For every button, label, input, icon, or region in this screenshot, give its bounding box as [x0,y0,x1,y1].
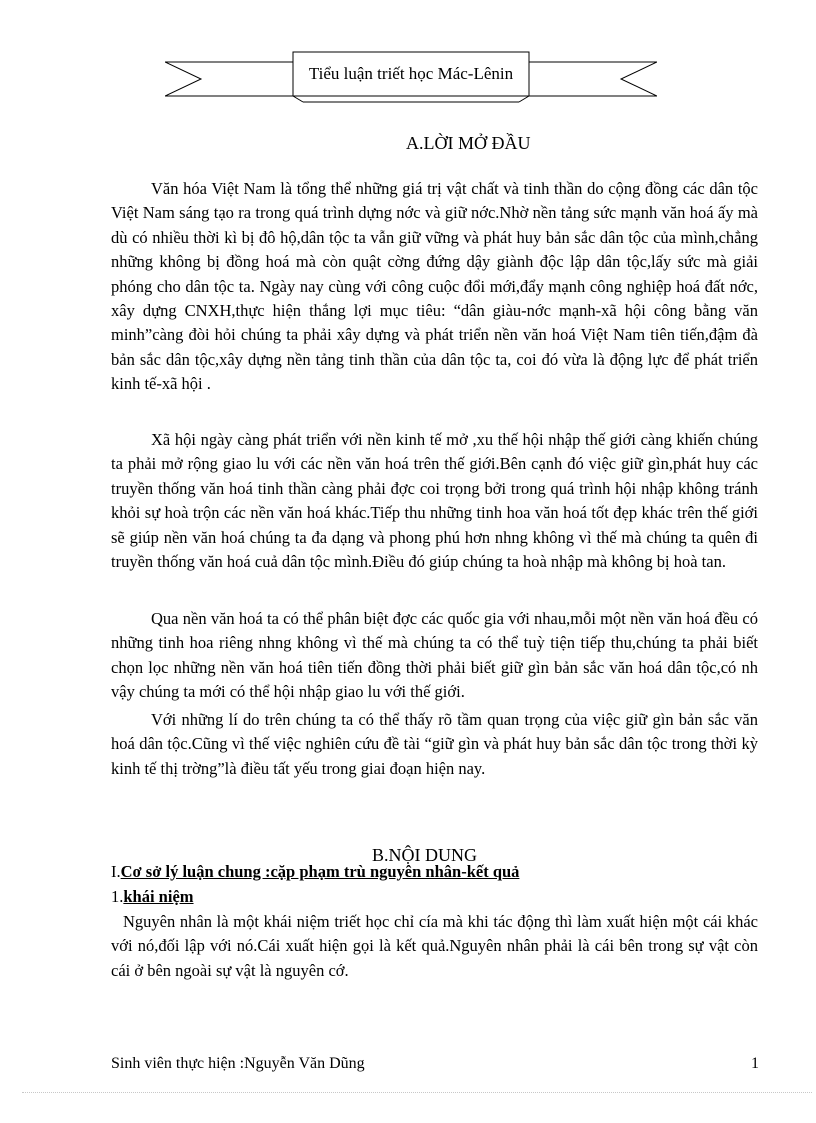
intro-paragraph: Xã hội ngày càng phát triển với nền kinh tế mở ,xu thế hội nhập thế giới càng khiến chúng ta phải mở rộng giao lu với các nền văn hoá trên thế giới.Bên cạnh đó việc giữ gìn,phát huy các truyền thống văn hoá tinh thần càng phải đợc coi trọng bởi trong quá trình hội nhập không tránh khỏi sự hoà trộn các nền văn hoá khác.Tiếp thu những tinh hoa văn hoá tốt đẹp khác trên thế giới sẽ giúp nền văn hoá chúng ta đa dạng và phong phú hơn nhng không vì thế mà chúng ta quên đi truyền thống văn hoá cuả dân tộc mình.Điều đó giúp chúng ta hoà nhập mà không bị hoà tan. [111,430,758,572]
subsection-heading-concept [111,887,194,907]
intro-paragraph: Qua nền văn hoá ta có thể phân biệt đợc các quốc gia với nhau,mỗi một nền văn hoá đều có những tinh hoa riêng nhng không vì thế mà chúng ta có thể tuỳ tiện tiếp thu,chúng ta phải biết chọn lọc những nền văn hoá tiên tiến đồng thời phải biết giữ gìn bản sắc văn hoá dân tộc,có nh vậy chúng ta mới có thể hội nhập giao lu với thế giới. [111,609,758,702]
section-title: Cơ sở lý luận chung :cặp phạm trù nguyên nhân-kết quả [120,862,520,881]
document-title: Tiểu luận triết học Mác-Lênin [308,64,514,83]
page-number: 1 [751,1055,759,1072]
page-bottom-rule [22,1092,812,1093]
content-paragraph: Nguyên nhân là một khái niệm triết học chỉ cía mà khi tác động thì làm xuất hiện một cái khác với nó,đối lập với nó.Cái xuất hiện gọi là kết quả.Nguyên nhân phải là cái bên trong sự vật còn cái ở bên ngoài sự vật là nguyên cớ. [111,912,758,980]
intro-heading: A.LỜI MỞ ĐẦU [406,133,531,153]
content-heading: B.NỘI DUNG [372,845,477,865]
footer-author: Sinh viên thực hiện :Nguyễn Văn Dũng [111,1055,365,1072]
subsection-title: khái niệm [123,887,194,906]
header-banner [165,44,657,104]
section-number: I. [111,862,121,881]
subsection-number: 1. [111,887,124,906]
intro-paragraph: Với những lí do trên chúng ta có thể thấy rõ tầm quan trọng của việc giữ gìn bản sắc văn hoá dân tộc.Cũng vì thế việc nghiên cứu đề tài “giữ gìn và phát huy bản sắc dân tộc trong thời kỳ kinh tế thị trờng”là điều tất yếu trong giai đoạn hiện nay. [111,710,758,778]
intro-paragraph: Văn hóa Việt Nam là tổng thể những giá trị vật chất và tinh thần do cộng đồng các dân tộc Việt Nam sáng tạo ra trong quá trình dựng nớc và giữ nớc.Nhờ nền tảng sức mạnh văn hoá ấy mà dù có nhiều thời kì bị đô hộ,dân tộc ta vẫn giữ vững và phát huy bản sắc dân tộc của mình,chẳng những không bị đồng hoá mà còn quật cờng đứng dậy giành độc lập dân tộc,lấy sức mà giải phóng cho dân tộc ta. Ngày nay cùng với công cuộc đổi mới,đẩy mạnh công nghiệp hoá đất nớc, xây dựng CNXH,thực hiện thắng lợi mục tiêu: “dân giàu-nớc mạnh-xã hội công bằng văn minh”càng đòi hỏi chúng ta phải xây dựng và phát triển nền văn hoá Việt Nam tiên tiến,đậm đà bản sắc dân tộc,xây dựng nền tảng tinh thần của dân tộc ta, coi đó vừa là động lực để phát triển kinh tế-xã hội . [111,179,758,394]
section-heading-theory [111,862,519,882]
